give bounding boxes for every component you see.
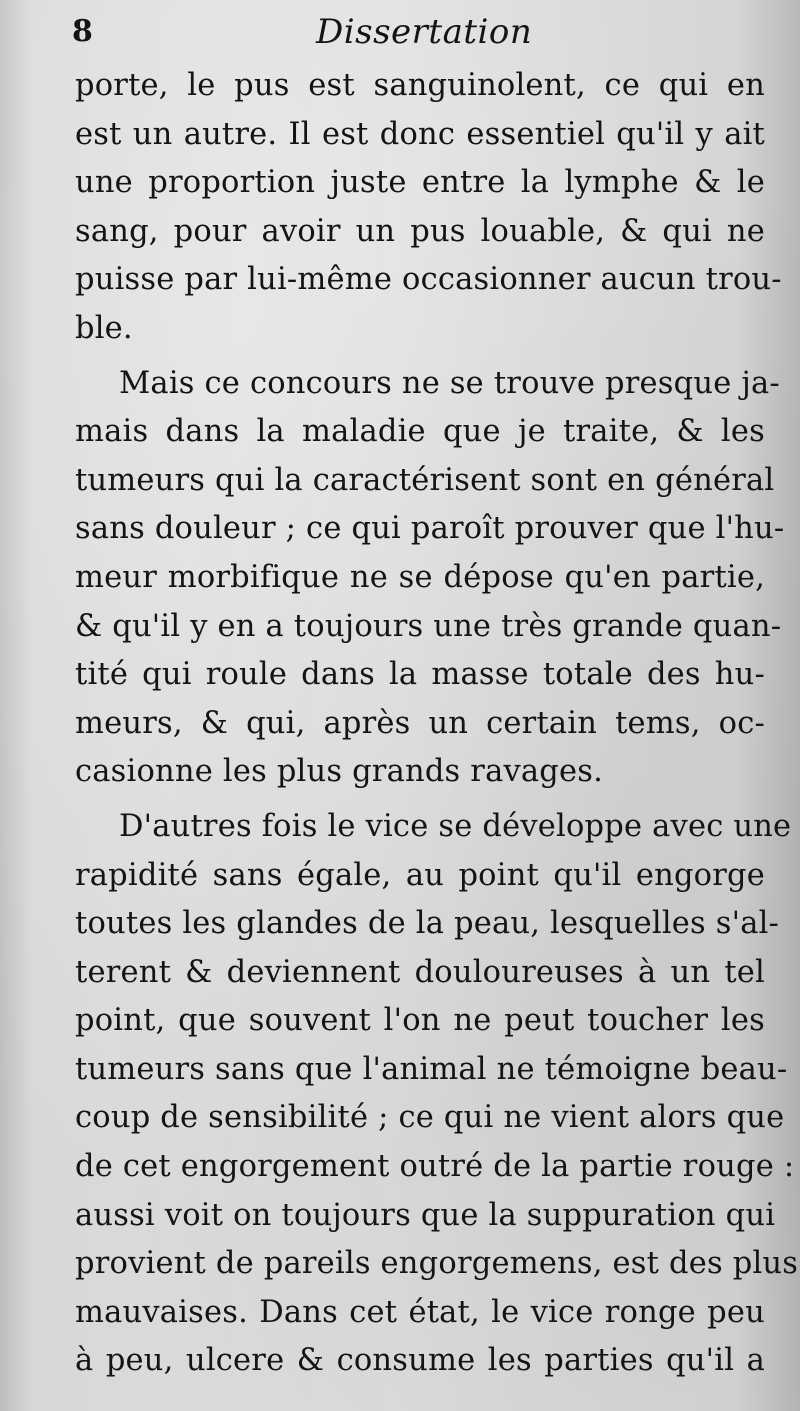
- text-line: terent & deviennent douloureuses à un tel: [75, 954, 765, 990]
- text-line: porte, le pus est sanguinolent, ce qui en: [75, 68, 765, 103]
- text-line: sang, pour avoir un pus louable, & qui ne: [75, 213, 765, 249]
- text-line: une proportion juste entre la lymphe & le: [75, 165, 765, 201]
- text-line: rapidité sans égale, au point qu'il engorge: [75, 857, 765, 893]
- text-line: de cet engorgement outré de la partie rouge :: [75, 1149, 795, 1185]
- text-line: toutes les glandes de la peau, lesquelles s'al-: [75, 906, 780, 942]
- text-line: tumeurs qui la caractérisent sont en général: [75, 462, 775, 498]
- text-line: provient de pareils engorgemens, est des plus: [75, 1246, 799, 1282]
- text-line: tumeurs sans que l'animal ne témoigne beau-: [75, 1051, 788, 1087]
- paragraph-3: [75, 803, 799, 1386]
- text-line: aussi voit on toujours que la suppuration qui: [75, 1197, 776, 1233]
- text-line: tité qui roule dans la masse totale des hu-: [75, 657, 765, 693]
- text-line: ble.: [75, 310, 133, 346]
- text-line: point, que souvent l'on ne peut toucher les: [75, 1003, 765, 1039]
- text-line: Mais ce concours ne se trouve presque ja-: [119, 365, 780, 401]
- paragraph-1: [75, 62, 782, 354]
- paragraph-2: [75, 360, 785, 797]
- running-head: Dissertation: [316, 12, 533, 52]
- text-line: puisse par lui-même occasionner aucun trou-: [75, 262, 782, 298]
- page-number: 8: [72, 14, 93, 49]
- text-line: coup de sensibilité ; ce qui ne vient alors que: [75, 1100, 785, 1136]
- text-line: & qu'il y en a toujours une très grande quan-: [75, 608, 782, 644]
- page-header: [0, 0, 800, 70]
- body-text: [75, 62, 799, 1386]
- text-line: D'autres fois le vice se développe avec une: [119, 808, 792, 844]
- text-line: est un autre. Il est donc essentiel qu'il y ait: [75, 116, 765, 152]
- text-line: mauvaises. Dans cet état, le vice ronge peu: [75, 1294, 765, 1330]
- text-line: casionne les plus grands ravages.: [75, 754, 603, 790]
- text-line: meur morbifique ne se dépose qu'en partie,: [75, 559, 765, 595]
- text-line: meurs, & qui, après un certain tems, oc-: [75, 705, 765, 741]
- text-line: à peu, ulcere & consume les parties qu'il a: [75, 1343, 765, 1379]
- text-line: mais dans la maladie que je traite, & les: [75, 414, 765, 450]
- text-line: sans douleur ; ce qui paroît prouver que l'hu-: [75, 511, 785, 547]
